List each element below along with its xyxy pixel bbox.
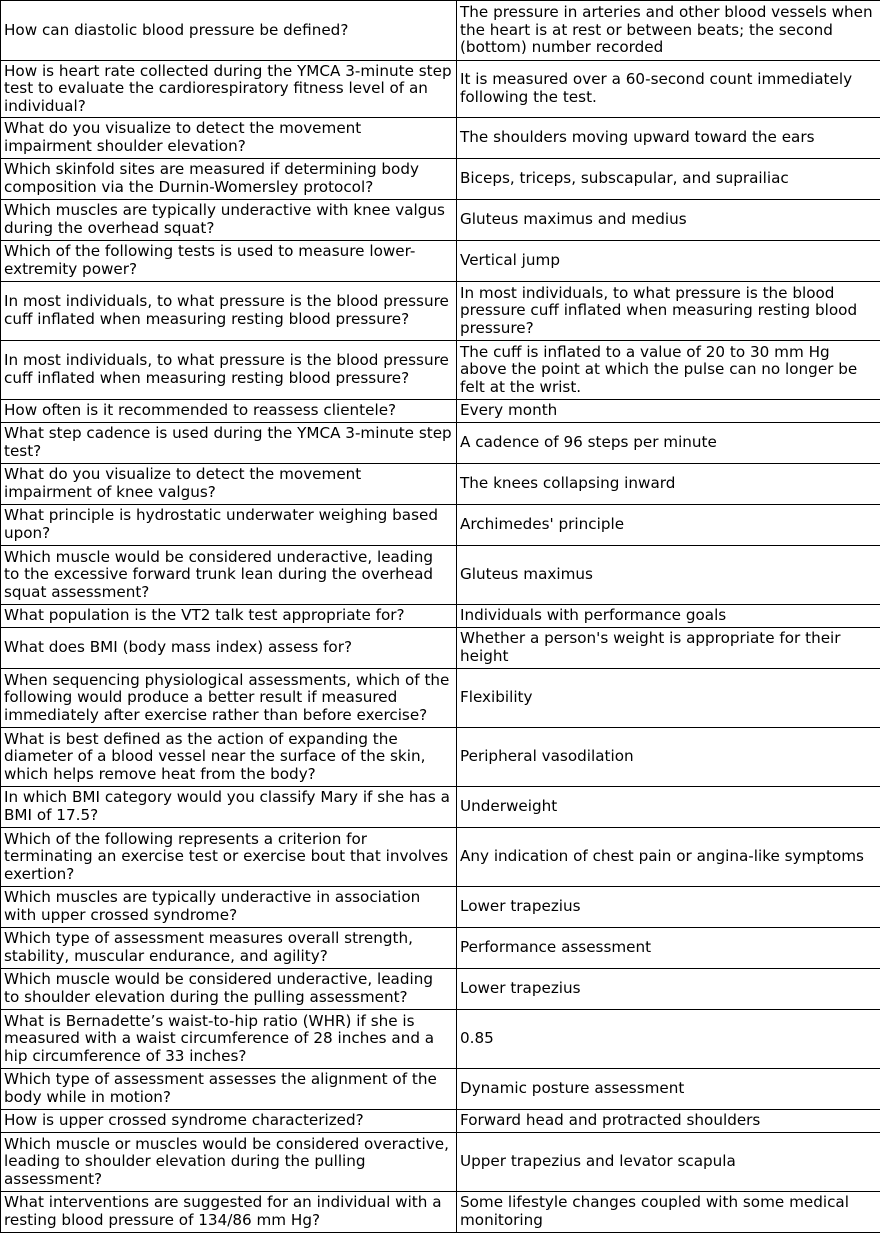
- answer-cell: Forward head and protracted shoulders: [457, 1110, 880, 1133]
- question-cell: In most individuals, to what pressure is the blood pressure cuff inflated when measuring resting blood pressure?: [1, 341, 457, 400]
- answer-cell: Flexibility: [457, 669, 880, 728]
- table-row: [1, 159, 880, 200]
- table-row: [1, 1069, 880, 1110]
- answer-cell: Upper trapezius and levator scapula: [457, 1133, 880, 1192]
- table-row: [1, 282, 880, 341]
- question-cell: Which of the following tests is used to measure lower-extremity power?: [1, 241, 457, 282]
- question-cell: What do you visualize to detect the movement impairment shoulder elevation?: [1, 118, 457, 159]
- table-row: [1, 887, 880, 928]
- table-row: [1, 928, 880, 969]
- table-row: [1, 669, 880, 728]
- answer-cell: Gluteus maximus and medius: [457, 200, 880, 241]
- question-cell: Which type of assessment assesses the alignment of the body while in motion?: [1, 1069, 457, 1110]
- question-cell: What step cadence is used during the YMCA 3-minute step test?: [1, 423, 457, 464]
- table-row: [1, 1, 880, 61]
- answer-cell: Lower trapezius: [457, 969, 880, 1010]
- answer-cell: 0.85: [457, 1010, 880, 1069]
- answer-cell: Lower trapezius: [457, 887, 880, 928]
- question-cell: Which muscles are typically underactive with knee valgus during the overhead squat?: [1, 200, 457, 241]
- question-cell: What interventions are suggested for an individual with a resting blood pressure of 134/86 mm Hg?: [1, 1192, 457, 1233]
- table-row: [1, 341, 880, 400]
- answer-cell: Individuals with performance goals: [457, 605, 880, 628]
- answer-cell: Underweight: [457, 787, 880, 828]
- question-cell: When sequencing physiological assessments, which of the following would produce a better result if measured immediately after exercise rather than before exercise?: [1, 669, 457, 728]
- table-row: [1, 605, 880, 628]
- answer-cell: It is measured over a 60-second count immediately following the test.: [457, 61, 880, 118]
- table-row: [1, 546, 880, 605]
- table-row: [1, 628, 880, 669]
- question-cell: How often is it recommended to reassess clientele?: [1, 400, 457, 423]
- table-row: [1, 118, 880, 159]
- answer-cell: Some lifestyle changes coupled with some medical monitoring: [457, 1192, 880, 1233]
- question-cell: What is best defined as the action of expanding the diameter of a blood vessel near the surface of the skin, which helps remove heat from the body?: [1, 728, 457, 787]
- answer-cell: The cuff is inflated to a value of 20 to 30 mm Hg above the point at which the pulse can no longer be felt at the wrist.: [457, 341, 880, 400]
- question-cell: What population is the VT2 talk test appropriate for?: [1, 605, 457, 628]
- table-row: [1, 787, 880, 828]
- answer-cell: Peripheral vasodilation: [457, 728, 880, 787]
- question-cell: How is upper crossed syndrome characterized?: [1, 1110, 457, 1133]
- answer-cell: Every month: [457, 400, 880, 423]
- answer-cell: Whether a person's weight is appropriate for their height: [457, 628, 880, 669]
- table-row: [1, 728, 880, 787]
- answer-cell: Gluteus maximus: [457, 546, 880, 605]
- question-cell: What do you visualize to detect the movement impairment of knee valgus?: [1, 464, 457, 505]
- answer-cell: Dynamic posture assessment: [457, 1069, 880, 1110]
- question-cell: Which of the following represents a criterion for terminating an exercise test or exercise bout that involves exertion?: [1, 828, 457, 887]
- table-row: [1, 464, 880, 505]
- table-row: [1, 241, 880, 282]
- table-row: [1, 969, 880, 1010]
- question-cell: Which muscle would be considered underactive, leading to the excessive forward trunk lean during the overhead squat assessment?: [1, 546, 457, 605]
- question-cell: How is heart rate collected during the YMCA 3-minute step test to evaluate the cardiorespiratory fitness level of an individual?: [1, 61, 457, 118]
- question-cell: Which muscle would be considered underactive, leading to shoulder elevation during the pulling assessment?: [1, 969, 457, 1010]
- answer-cell: Vertical jump: [457, 241, 880, 282]
- answer-cell: Biceps, triceps, subscapular, and suprailiac: [457, 159, 880, 200]
- question-cell: What is Bernadette’s waist-to-hip ratio (WHR) if she is measured with a waist circumference of 28 inches and a hip circumference of 33 inches?: [1, 1010, 457, 1069]
- table-row: [1, 200, 880, 241]
- question-cell: Which type of assessment measures overall strength, stability, muscular endurance, and agility?: [1, 928, 457, 969]
- answer-cell: Performance assessment: [457, 928, 880, 969]
- table-row: [1, 1010, 880, 1069]
- question-cell: Which muscles are typically underactive in association with upper crossed syndrome?: [1, 887, 457, 928]
- answer-cell: The pressure in arteries and other blood vessels when the heart is at rest or between beats; the second (bottom) number recorded: [457, 1, 880, 61]
- table-row: [1, 828, 880, 887]
- table-row: [1, 423, 880, 464]
- question-cell: What does BMI (body mass index) assess for?: [1, 628, 457, 669]
- answer-cell: Archimedes' principle: [457, 505, 880, 546]
- question-cell: What principle is hydrostatic underwater weighing based upon?: [1, 505, 457, 546]
- question-cell: Which skinfold sites are measured if determining body composition via the Durnin-Womersley protocol?: [1, 159, 457, 200]
- question-cell: Which muscle or muscles would be considered overactive, leading to shoulder elevation during the pulling assessment?: [1, 1133, 457, 1192]
- answer-cell: The knees collapsing inward: [457, 464, 880, 505]
- answer-cell: A cadence of 96 steps per minute: [457, 423, 880, 464]
- answer-cell: Any indication of chest pain or angina-like symptoms: [457, 828, 880, 887]
- table-row: [1, 505, 880, 546]
- table-row: [1, 400, 880, 423]
- table-row: [1, 1192, 880, 1233]
- flashcard-table-body: [1, 1, 880, 1233]
- question-cell: In which BMI category would you classify Mary if she has a BMI of 17.5?: [1, 787, 457, 828]
- table-row: [1, 1133, 880, 1192]
- answer-cell: In most individuals, to what pressure is the blood pressure cuff inflated when measuring resting blood pressure?: [457, 282, 880, 341]
- question-cell: How can diastolic blood pressure be defined?: [1, 1, 457, 61]
- question-cell: In most individuals, to what pressure is the blood pressure cuff inflated when measuring resting blood pressure?: [1, 282, 457, 341]
- table-row: [1, 1110, 880, 1133]
- answer-cell: The shoulders moving upward toward the ears: [457, 118, 880, 159]
- table-row: [1, 61, 880, 118]
